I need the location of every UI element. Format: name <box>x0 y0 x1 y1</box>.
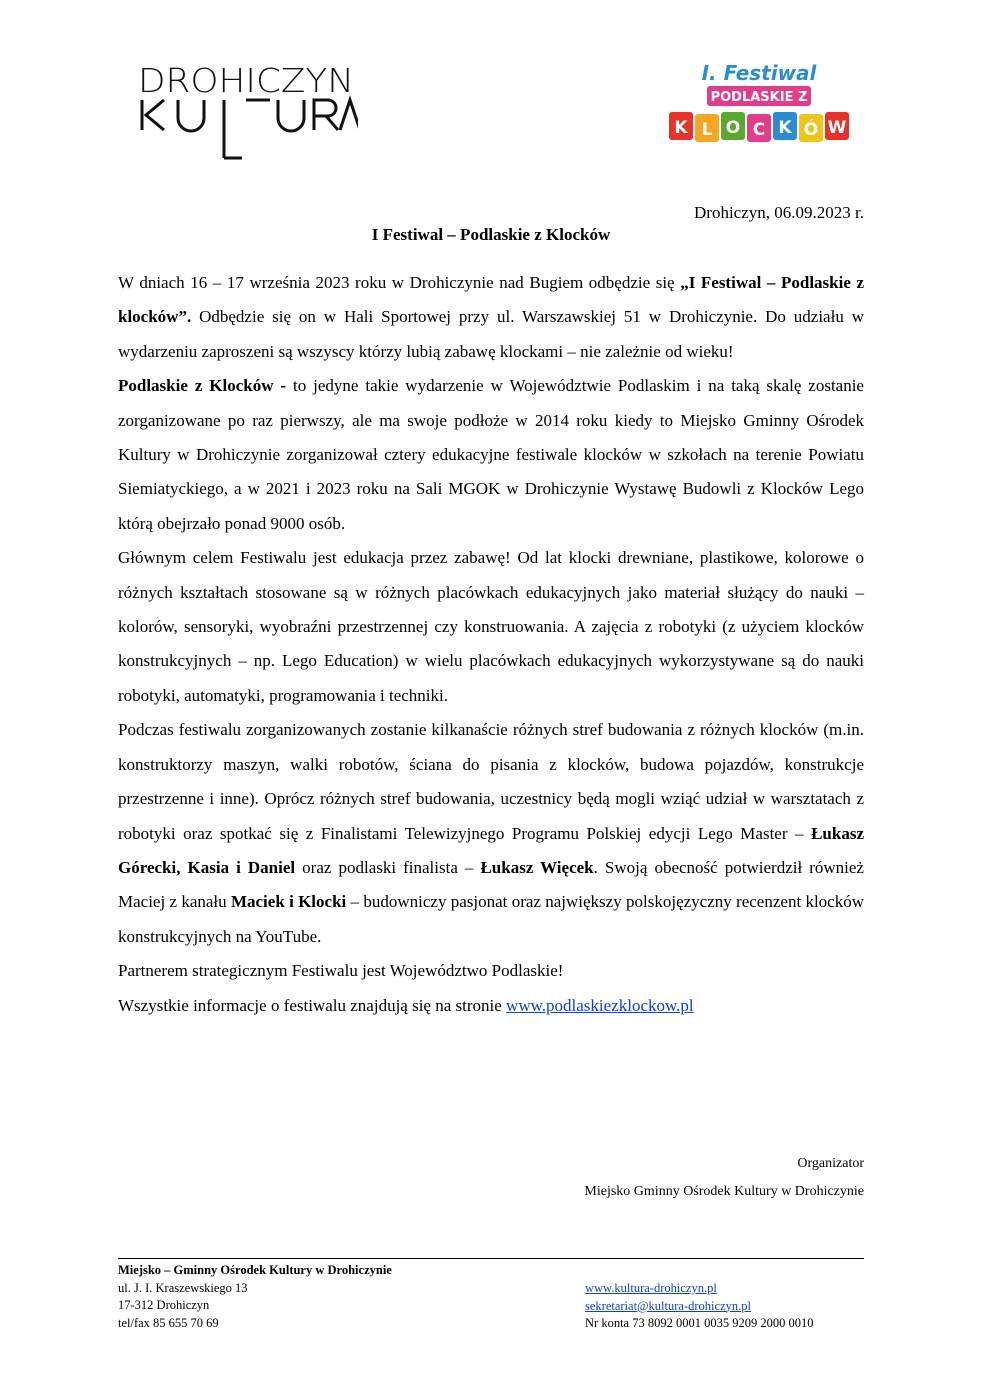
logo-block-letter: Ó <box>803 120 819 140</box>
footer-city: 17-312 Drohiczyn <box>118 1298 210 1312</box>
logo-kultura-mark <box>142 100 358 158</box>
logo-block-letter: C <box>752 120 766 140</box>
footer-street: ul. J. I. Kraszewskiego 13 <box>118 1280 248 1295</box>
drohiczyn-kultura-logo <box>138 62 358 162</box>
logo-block-letter: O <box>725 118 741 138</box>
document-date: Drohiczyn, 06.09.2023 r. <box>694 203 864 222</box>
footer-email-link[interactable]: sekretariat@kultura-drohiczyn.pl <box>585 1298 751 1313</box>
paragraph-1: W dniach 16 – 17 września 2023 roku w Drohiczynie nad Bugiem odbędzie się „I Festiwal – Podlaskie z klocków”. Odbędzie się on w Hali Sportowej przy ul. Warszawskiej 51 w Drohiczynie. Do udziału w wydarzeniu zaproszeni są wszyscy którzy lubią zabawę klockami – nie zależnie od wieku! <box>118 273 865 361</box>
footer-bank-account: Nr konta 73 8092 0001 0035 9209 2000 0010 <box>585 1316 814 1330</box>
footer-phone: tel/fax 85 655 70 69 <box>118 1315 219 1330</box>
logo-podlaskie-text: PODLASKIE Z <box>710 90 808 105</box>
paragraph-4: Podczas festiwalu zorganizowanych zostanie kilkanaście różnych stref budowania z różnych klocków (m.in. konstruktorzy maszyn, walki robotów, ściana do pisania z klocków, budowa pojazdów, konstrukcje przestrzenne i inne). Oprócz różnych stref budowania, uczestnicy będą mogli wziąć udział w warsztatach z robotyki oraz spotkać się z Finalistami Telewizyjnego Programu Polskiej edycji Lego Master – Łukasz Górecki, Kasia i Daniel oraz podlaski finalista – Łukasz Więcek. Swoją obecność potwierdził również Maciej z kanału Maciek i Klocki – budowniczy pasjonat oraz największy polskojęzyczny recenzent klocków konstrukcyjnych na YouTube. <box>118 720 865 946</box>
document-body <box>118 266 864 1023</box>
document-title: I Festiwal – Podlaskie z Klocków <box>371 225 611 244</box>
footer-website-link[interactable]: www.kultura-drohiczyn.pl <box>585 1281 717 1295</box>
logo-text-drohiczyn: DROHICZYN <box>138 62 354 100</box>
paragraph-5: Partnerem strategicznym Festiwalu jest Województwo Podlaskie! <box>118 961 564 981</box>
paragraph-2: Podlaskie z Klocków - to jedyne takie wydarzenie w Województwie Podlaskim i na taką skalę zostanie zorganizowane po raz pierwszy, ale ma swoje podłoże w 2014 roku kiedy to Miejsko Gminny Ośrodek Kultury w Drohiczynie zorganizował cztery edukacyjne festiwale klocków w szkołach na terenie Powiatu Siemiatyckiego, a w 2021 i 2023 roku na Sali MGOK w Drohiczynie Wystawę Budowli z Klocków Lego którą obejrzało ponad 9000 osób. <box>118 376 864 533</box>
footer-contact <box>585 1280 813 1333</box>
logo-block-letter: L <box>701 120 713 140</box>
logo-block-letter: W <box>827 118 847 138</box>
paragraph-3: Głównym celem Festiwalu jest edukacja przez zabawę! Od lat klocki drewniane, plastikowe, kolorowe o różnych kształtach stosowane są w różnych placówkach edukacyjnych jako materiał służący do nauki – kolorów, sensoryki, wyobraźni przestrzennej czy konstruowania. A zajęcia z robotyki (z użyciem klocków konstrukcyjnych – np. Lego Education) w wielu placówkach edukacyjnych wykorzystywane są do nauki robotyki, automatyki, programowania i techniki. <box>118 548 864 705</box>
footer-divider <box>118 1258 864 1259</box>
logo-festiwal-text: I. Festiwal <box>701 61 817 85</box>
logo-blocks <box>669 112 849 142</box>
festival-website-link[interactable]: www.podlaskiezklockow.pl <box>506 995 694 1015</box>
logo-block-letter: K <box>674 118 688 138</box>
festival-logo <box>663 58 855 148</box>
footer-address <box>118 1262 392 1332</box>
signature-role: Organizator <box>797 1156 864 1171</box>
paragraph-6: Wszystkie informacje o festiwalu znajdują się na stronie www.podlaskiezklockow.pl <box>118 995 694 1015</box>
signature-block <box>584 1150 864 1206</box>
footer-org: Miejsko – Gminny Ośrodek Kultury w Drohiczynie <box>118 1263 392 1277</box>
signature-org: Miejsko Gminny Ośrodek Kultury w Drohiczynie <box>584 1184 864 1199</box>
logo-block-letter: K <box>778 118 792 138</box>
